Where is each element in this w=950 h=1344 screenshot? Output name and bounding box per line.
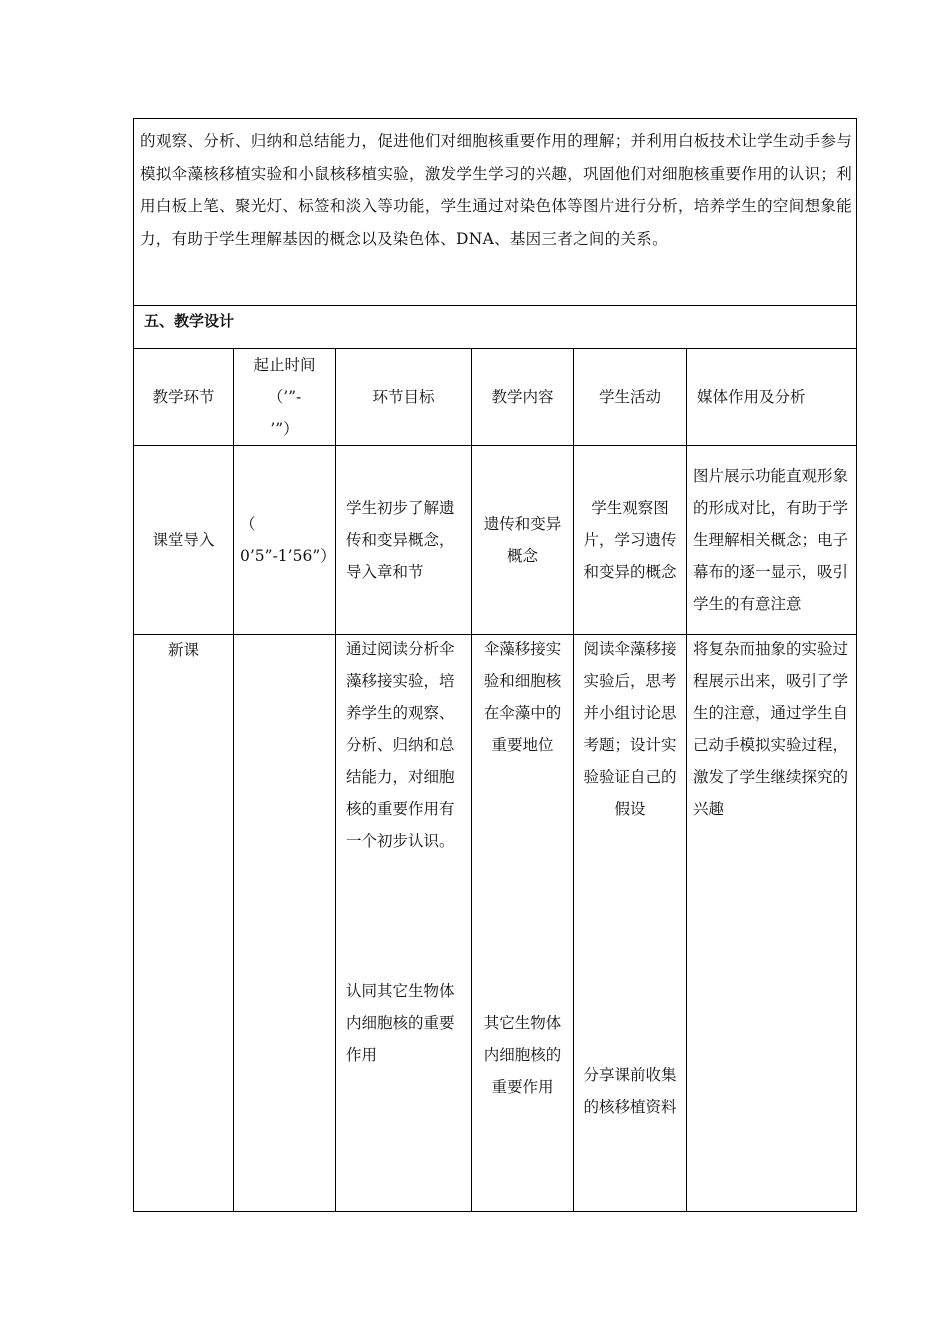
- row2-activity: [574, 635, 687, 1212]
- row2-activity-a: 阅读伞藻移接实验后，思考并小组讨论思考题；设计实验验证自己的假设: [583, 640, 677, 818]
- row2-goal-b: 认同其它生物体内细胞核的重要作用: [346, 982, 455, 1064]
- row2-content: [472, 635, 574, 1212]
- header-goal: 环节目标: [336, 349, 472, 446]
- table-row: [134, 635, 857, 1212]
- header-time-line3: ’”）: [270, 420, 299, 438]
- row2-goal: [336, 635, 472, 1212]
- row1-content: 遗传和变异概念: [472, 446, 574, 635]
- row2-goal-a: 通过阅读分析伞藻移接实验，培养学生的观察、分析、归纳和总结能力，对细胞核的重要作用有一个初步认识。: [346, 640, 455, 850]
- header-time: [234, 349, 336, 446]
- lesson-plan-table: [133, 118, 857, 1212]
- row2-content-a: 伞藻移接实验和细胞核在伞藻中的重要地位: [483, 640, 562, 754]
- table-row: [134, 446, 857, 635]
- row1-media: 图片展示功能直观形象的形成对比，有助于学生理解相关概念；电子幕布的逐一显示，吸引学生的有意注意: [687, 446, 857, 635]
- row2-time: [234, 635, 336, 1212]
- row1-goal: 学生初步了解遗传和变异概念，导入章和节: [336, 446, 472, 635]
- intro-paragraph: 的观察、分析、归纳和总结能力，促进他们对细胞核重要作用的理解；并利用白板技术让学生动手参与模拟伞藻核移植实验和小鼠核移植实验，激发学生学习的兴趣，巩固他们对细胞核重要作用的认识；利用白板上笔、聚光灯、标签和淡入等功能，学生通过对染色体等图片进行分析，培养学生的空间想象能力，有助于学生理解基因的概念以及染色体、DNA、基因三者之间的关系。: [140, 132, 853, 248]
- header-time-line1: 起止时间: [253, 356, 316, 374]
- header-content: 教学内容: [472, 349, 574, 446]
- row1-time: （ 0’5”-1’56”）: [234, 446, 336, 635]
- header-stage: 教学环节: [134, 349, 234, 446]
- row2-activity-b: 分享课前收集的核移植资料: [583, 1066, 677, 1116]
- intro-cell: [134, 119, 857, 306]
- header-time-line2: （’”-: [267, 388, 302, 406]
- row2-content-b: 其它生物体内细胞核的重要作用: [483, 1014, 562, 1096]
- section-header-cell: [134, 306, 857, 349]
- row1-activity: 学生观察图片，学习遗传和变异的概念: [574, 446, 687, 635]
- table-header-row: [134, 349, 857, 446]
- row2-media-text: 将复杂而抽象的实验过程展示出来，吸引了学生的注意，通过学生自己动手模拟实验过程，激发了学生继续探究的兴趣: [693, 640, 849, 818]
- section-title: 五、教学设计: [144, 312, 235, 330]
- row1-stage: 课堂导入: [134, 446, 234, 635]
- header-media: 媒体作用及分析: [687, 349, 857, 446]
- row2-stage: 新课: [134, 635, 234, 1212]
- header-activity: 学生活动: [574, 349, 687, 446]
- row2-media: [687, 635, 857, 1212]
